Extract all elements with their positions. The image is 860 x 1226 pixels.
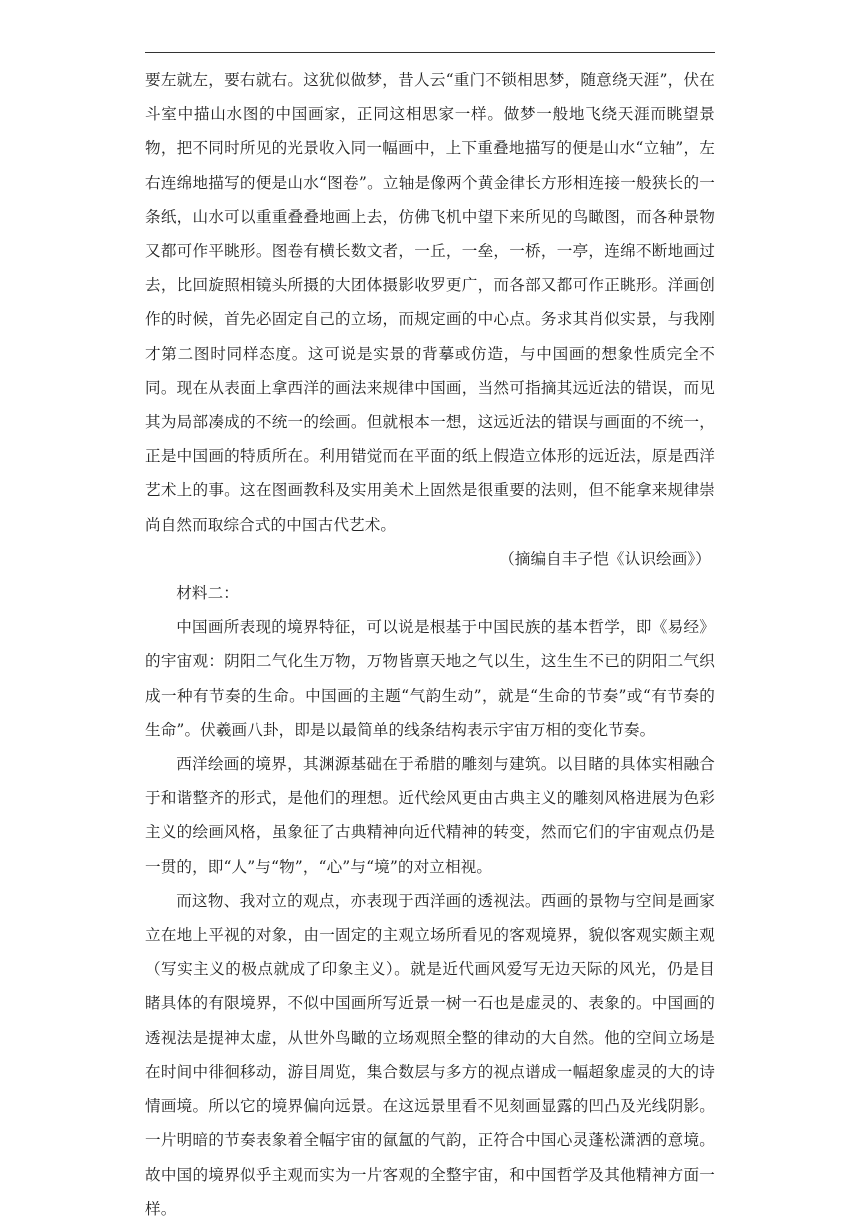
material2-heading: 材料二： — [176, 584, 239, 603]
material2-paragraph-2: 西洋绘画的境界，其渊源基础在于希腊的雕刻与建筑。以目睹的具体实相融合于和谐整齐的形式，是他们的理想。近代绘风更由古典主义的雕刻风格进展为色彩主义的绘画风格，虽象征了古典精神向近代精神的转变，然而它们的宇宙观点仍是一贯的，即“人”与“物”，“心”与“境”的对立相视。 — [145, 755, 715, 876]
document-body — [145, 63, 715, 1226]
material2-paragraph-3: 而这物、我对立的观点，亦表现于西洋画的透视法。西画的景物与空间是画家立在地上平视的对象，由一固定的主观立场所看见的客观境界，貌似客观实颇主观（写实主义的极点就成了印象主义）。就是近代画风爱写无边天际的风光，仍是目睹具体的有限境界，不似中国画所写近景一树一石也是虚灵的、表象的。中国画的透视法是提神太虚，从世外鸟瞰的立场观照全整的律动的大自然。他的空间立场是在时间中徘徊移动，游目周览，集合数层与多方的视点谱成一幅超象虚灵的大的诗情画境。所以它的境界偏向远景。在这远景里看不见刻画显露的凹凸及光线阴影。一片明暗的节奏表象着全幅宇宙的氤氲的气韵，正符合中国心灵蓬松潇洒的意境。故中国的境界似乎主观而实为一片客观的全整宇宙，和中国哲学及其他精神方面一样。 — [145, 891, 715, 1218]
material1-paragraph: 要左就左，要右就右。这犹似做梦，昔人云“重门不锁相思梦，随意绕天涯”，伏在斗室中描山水图的中国画家，正同这相思家一样。做梦一般地飞绕天涯而眺望景物，把不同时所见的光景收入同一幅画中，上下重叠地描写的便是山水“立轴”，左右连绵地描写的便是山水“图卷”。立轴是像两个黄金律长方形相连接一般狭长的一条纸，山水可以重重叠叠地画上去，仿佛飞机中望下来所见的鸟瞰图，而各种景物又都可作平眺形。图卷有横长数文者，一丘，一垒，一桥，一亭，连绵不断地画过去，比回旋照相镜头所摄的大团体摄影收罗更广，而各部又都可作正眺形。洋画创作的时候，首先必固定自己的立场，而规定画的中心点。务求其肖似实景，与我刚才第二图时同样态度。这可说是实景的背摹或仿造，与中国画的想象性质完全不同。现在从表面上拿西洋的画法来规律中国画，当然可指摘其远近法的错误，而见其为局部凑成的不统一的绘画。但就根本一想，这远近法的错误与画面的不统一，正是中国画的特质所在。利用错觉而在平面的纸上假造立体形的远近法，原是西洋艺术上的事。这在图画教科及实用美术上固然是很重要的法则，但不能拿来规律崇尚自然而取综合式的中国古代艺术。 — [145, 71, 715, 534]
material2-paragraph-1: 中国画所表现的境界特征，可以说是根基于中国民族的基本哲学，即《易经》的宇宙观：阴阳二气化生万物，万物皆禀天地之气以生，这生生不已的阴阳二气织成一种有节奏的生命。中国画的主题“气韵生动”，就是“生命的节奏”或“有节奏的生命”。伏羲画八卦，即是以最简单的线条结构表示宇宙万相的变化节奏。 — [145, 618, 715, 739]
header-rule — [145, 52, 715, 53]
material1-source: （摘编自丰子恺《认识绘画》） — [499, 549, 711, 568]
